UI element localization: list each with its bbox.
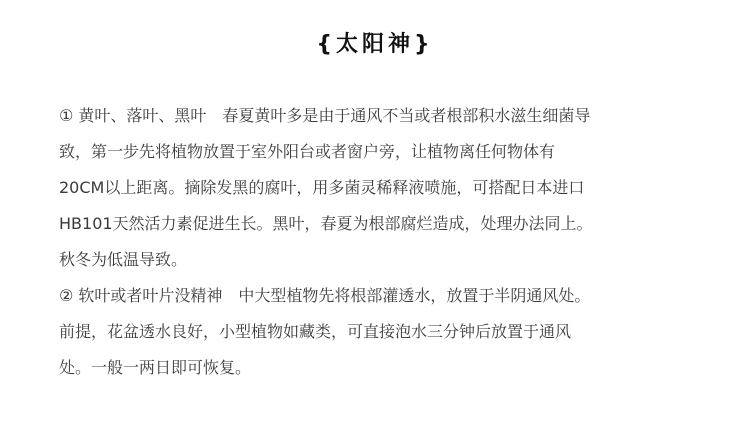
- text-line: 处。一般一两日即可恢复。: [59, 358, 252, 377]
- text-line: ② 软叶或者叶片没精神 中大型植物先将根部灌透水，放置于半阴通风处。: [59, 286, 591, 305]
- text-line: 秋冬为低温导致。: [59, 250, 188, 269]
- text-line: 致，第一步先将植物放置于室外阳台或者窗户旁，让植物离任何物体有: [59, 142, 556, 161]
- text-line: 20CM以上距离。摘除发黑的腐叶，用多菌灵稀释液喷施，可搭配日本进口: [59, 178, 585, 197]
- text-line: HB101天然活力素促进生长。黑叶，春夏为根部腐烂造成，处理办法同上。: [59, 214, 593, 233]
- text-line: ① 黄叶、落叶、黑叶 春夏黄叶多是由于通风不当或者根部积水滋生细菌导: [59, 106, 591, 125]
- care-instructions: [59, 98, 699, 386]
- page-title: {太阳神}: [316, 32, 434, 57]
- text-line: 前提，花盆透水良好，小型植物如藏类，可直接泡水三分钟后放置于通风: [59, 322, 572, 341]
